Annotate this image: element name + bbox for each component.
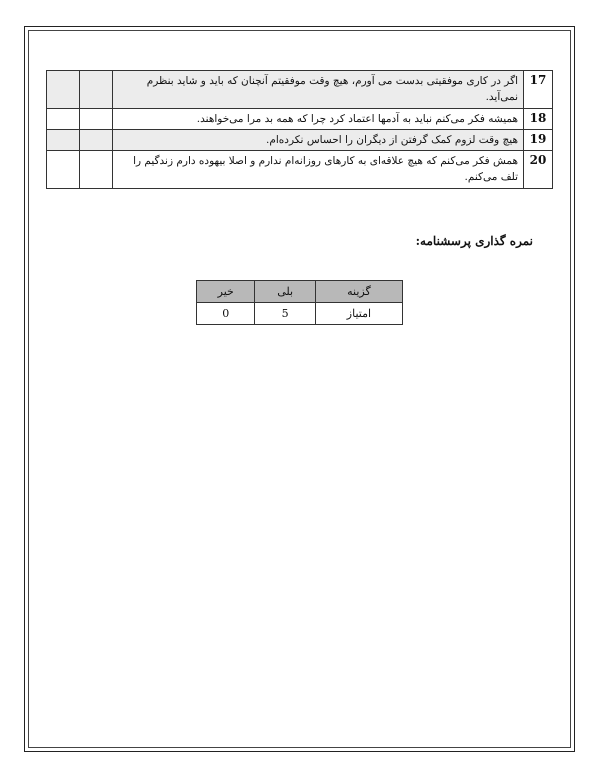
answer-cell-no[interactable]	[47, 129, 80, 150]
answer-cell-yes[interactable]	[80, 129, 113, 150]
yes-score: 5	[255, 303, 315, 325]
yes-header: بلی	[255, 281, 315, 303]
question-number: 17	[524, 71, 553, 109]
no-score: 0	[197, 303, 255, 325]
scoring-section-title: نمره گذاری پرسشنامه:	[415, 234, 533, 248]
question-text: هیچ وقت لزوم کمک گرفتن از دیگران را احساس نکرده‌ام.	[113, 129, 524, 150]
question-row	[47, 129, 553, 150]
answer-cell-no[interactable]	[47, 71, 80, 109]
scoring-table	[196, 280, 403, 325]
question-text: اگر در کاری موفقیتی بدست می آورم، هیچ وقت موفقیتم آنچنان که باید و شاید بنظرم نمی‌آید.	[113, 71, 524, 109]
scoring-header-row	[197, 281, 403, 303]
question-text: همش فکر می‌کنم که هیچ علاقه‌ای به کارهای روزانه‌ام ندارم و اصلا بیهوده دارم زندگیم را تلف می‌کنم.	[113, 151, 524, 189]
question-row	[47, 71, 553, 109]
answer-cell-yes[interactable]	[80, 108, 113, 129]
answer-cell-yes[interactable]	[80, 151, 113, 189]
question-row	[47, 108, 553, 129]
question-row	[47, 151, 553, 189]
no-header: خیر	[197, 281, 255, 303]
scoring-value-row	[197, 303, 403, 325]
question-number: 18	[524, 108, 553, 129]
question-text: همیشه فکر می‌کنم نباید به آدمها اعتماد کرد چرا که همه بد مرا می‌خواهند.	[113, 108, 524, 129]
answer-cell-no[interactable]	[47, 151, 80, 189]
score-label: امتیاز	[315, 303, 402, 325]
question-number: 20	[524, 151, 553, 189]
option-header: گزینه	[315, 281, 402, 303]
answer-cell-yes[interactable]	[80, 71, 113, 109]
questionnaire-table	[46, 70, 553, 189]
answer-cell-no[interactable]	[47, 108, 80, 129]
question-number: 19	[524, 129, 553, 150]
